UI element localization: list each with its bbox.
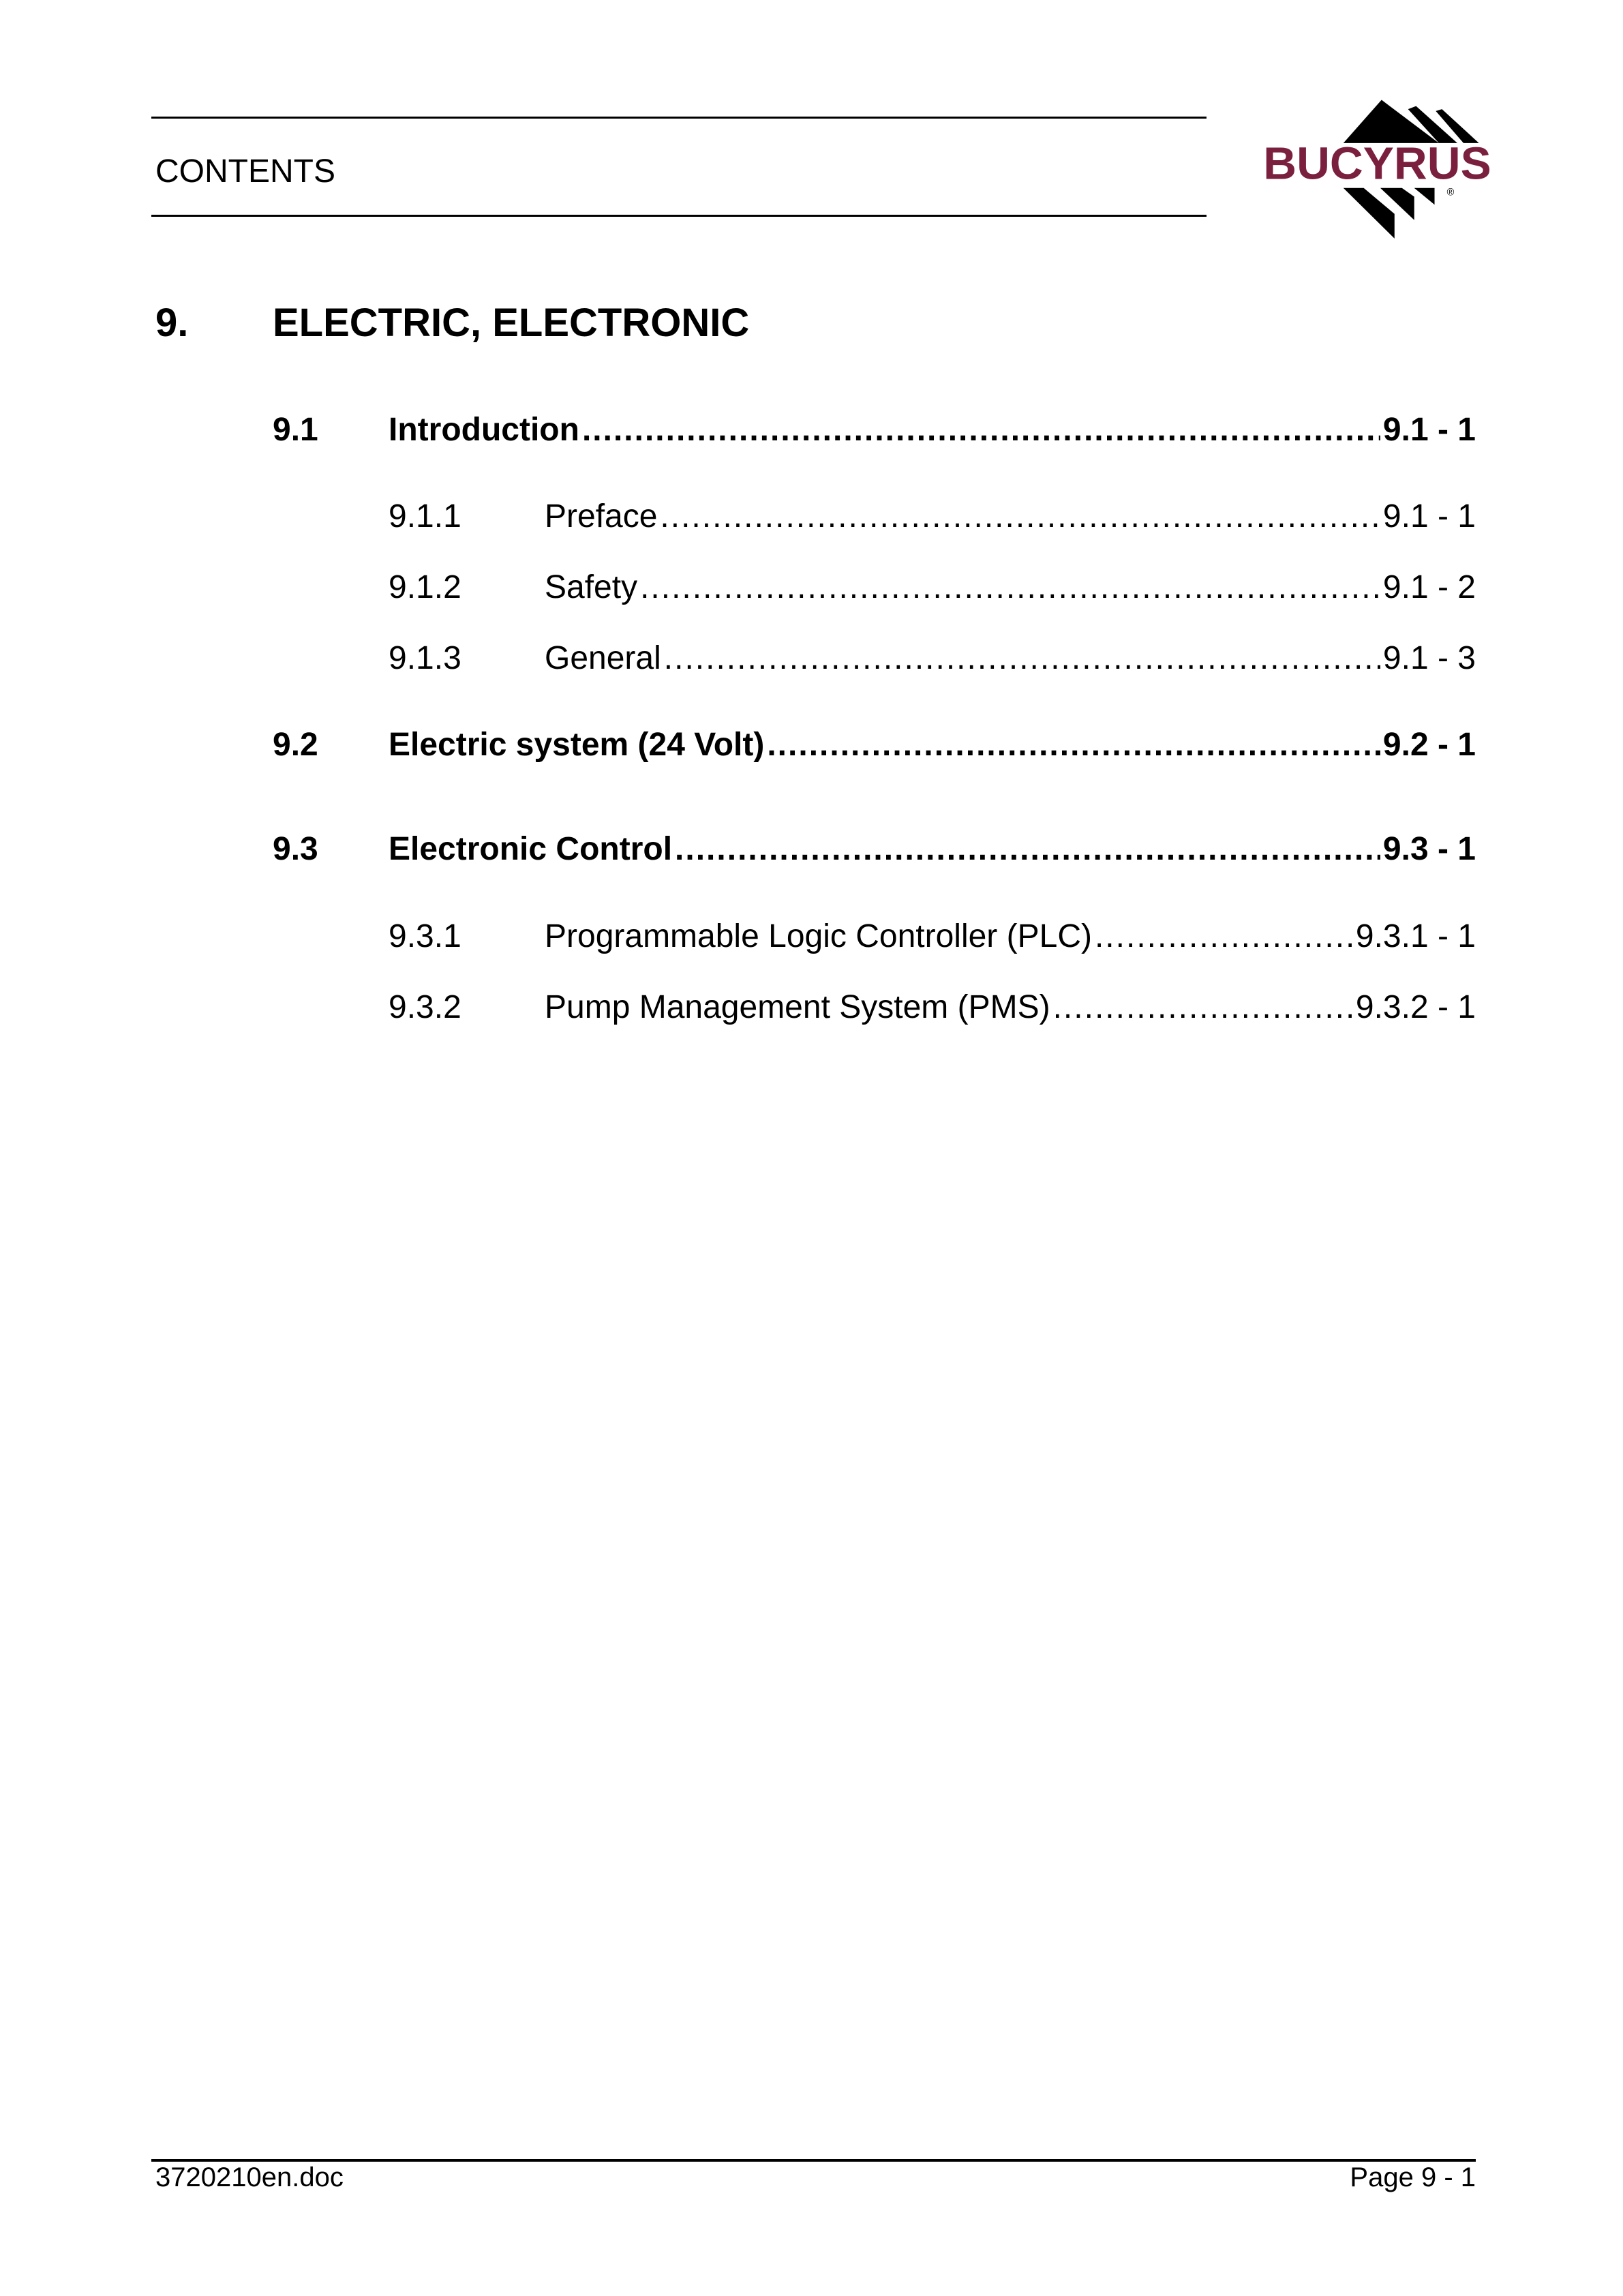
toc-page: 9.3.2 - 1 (1355, 989, 1476, 1025)
svg-text:BUCYRUS: BUCYRUS (1263, 138, 1491, 190)
footer-filename: 3720210en.doc (155, 2162, 344, 2192)
toc-number: 9.1 (273, 412, 318, 448)
toc-page: 9.1 - 2 (1382, 569, 1476, 605)
toc-title: Electric system (24 Volt) (389, 727, 765, 763)
dot-leader (660, 498, 1380, 535)
dot-leader (640, 569, 1380, 606)
dot-leader (767, 726, 1380, 764)
toc-title: Electronic Control (389, 831, 673, 867)
chapter-title: ELECTRIC, ELECTRONIC (273, 301, 750, 345)
toc-page: 9.1 - 1 (1382, 498, 1476, 534)
toc-page: 9.2 - 1 (1382, 727, 1476, 763)
toc-page: 9.1 - 3 (1382, 640, 1476, 676)
toc-number: 9.2 (273, 727, 318, 763)
dot-leader (1095, 918, 1353, 955)
toc-number: 9.1.2 (389, 569, 461, 605)
toc-number: 9.1.3 (389, 640, 461, 676)
toc-title: Preface (545, 498, 658, 534)
toc-title: Programmable Logic Controller (PLC) (545, 918, 1092, 954)
bucyrus-logo (1251, 91, 1510, 251)
header-bottom-rule (151, 215, 1207, 217)
dot-leader (664, 639, 1380, 677)
dot-leader (675, 830, 1380, 868)
chapter-number: 9. (155, 301, 189, 345)
toc-page: 9.3.1 - 1 (1355, 918, 1476, 954)
footer-rule (151, 2159, 1476, 2162)
header-title: CONTENTS (155, 153, 335, 190)
toc-page: 9.1 - 1 (1382, 412, 1476, 448)
svg-text:®: ® (1446, 187, 1455, 198)
toc-number: 9.3.1 (389, 918, 461, 954)
dot-leader (1053, 988, 1353, 1026)
toc-title: Safety (545, 569, 638, 605)
toc-number: 9.3.2 (389, 989, 461, 1025)
toc-page: 9.3 - 1 (1382, 831, 1476, 867)
toc-title: Pump Management System (PMS) (545, 989, 1050, 1025)
toc-title: Introduction (389, 412, 579, 448)
header-top-rule (151, 117, 1207, 119)
dot-leader (582, 411, 1380, 449)
toc-number: 9.1.1 (389, 498, 461, 534)
toc-number: 9.3 (273, 831, 318, 867)
toc-title: General (545, 640, 661, 676)
footer-page-number: Page 9 - 1 (1350, 2162, 1476, 2192)
